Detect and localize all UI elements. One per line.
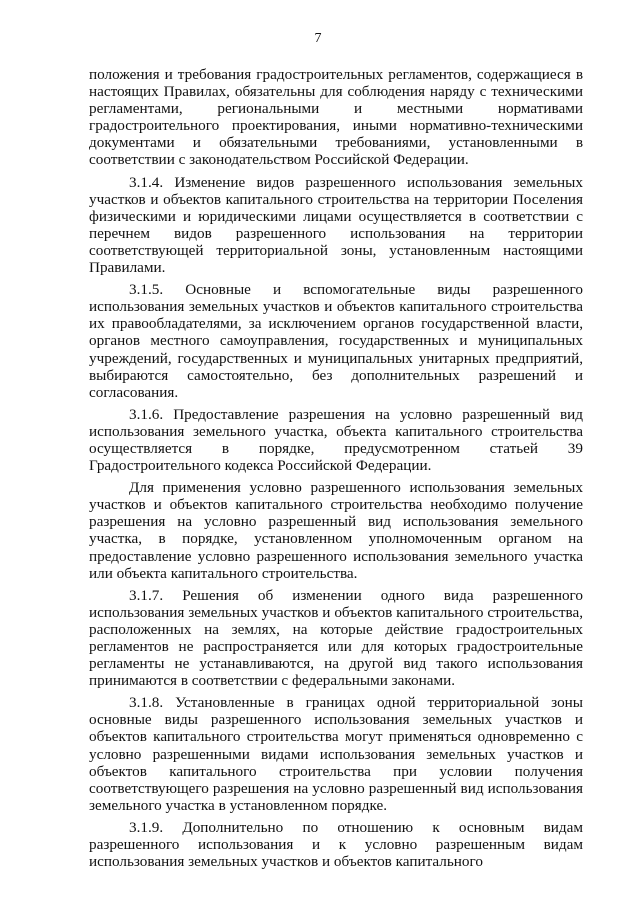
paragraph-3-1-6: 3.1.6. Предоставление разрешения на условно разрешенный вид использования земельного участка, объекта капитального строительства осуществляется в порядке, предусмотренном статьей 39 Градостроительного кодекса Российской Федерации.: [89, 405, 583, 475]
paragraph-3-1-9: 3.1.9. Дополнительно по отношению к основным видам разрешенного использования и к условно разрешенным видам использования земельных участков и объектов капитального: [89, 818, 583, 871]
paragraph-3-1-5: 3.1.5. Основные и вспомогательные виды разрешенного использования земельных участков и объектов капитального строительства их правообладателями, за исключением органов государственной власти, органов местного самоуправления, государственных и муниципальных учреждений, государственных и муниципальных унитарных предприятий, выбираются самостоятельно, без дополнительных разрешений и согласования.: [89, 281, 583, 401]
paragraph-continuation: положения и требования градостроительных регламентов, содержащиеся в настоящих Правилах, обязательны для соблюдения наряду с техническими регламентами, региональными и местными нормативами градостроительного проектирования, иными нормативно-техническими документами и обязательными требованиями, установленными в соответствии с законодательством Российской Федерации.: [89, 66, 583, 169]
paragraph-3-1-8: 3.1.8. Установленные в границах одной территориальной зоны основные виды разрешенного использования земельных участков и объектов капитального строительства могут применяться одновременно с условно разрешенными видами использования земельных участков и объектов капитального строительства при условии получения соответствующего разрешения на условно разрешенный вид использования земельного участка в установленном порядке.: [89, 694, 583, 814]
paragraph-3-1-7: 3.1.7. Решения об изменении одного вида разрешенного использования земельных участков и объектов капитального строительства, расположенных на землях, на которые действие градостроительных регламентов не распространяется или для которых градостроительные регламенты не устанавливаются, на другой вид такого использования принимаются в соответствии с федеральными законами.: [89, 586, 583, 690]
document-body: [89, 66, 583, 875]
page-number: 7: [314, 31, 322, 46]
paragraph-conditional-use: Для применения условно разрешенного использования земельных участков и объектов капитального строительства необходимо получение разрешения на условно разрешенный вид использования земельного участка, в порядке, установленном уполномоченным органом на предоставление условно разрешенного использования земельного участка или объекта капитального строительства.: [89, 479, 583, 582]
paragraph-3-1-4: 3.1.4. Изменение видов разрешенного использования земельных участков и объектов капитального строительства на территории Поселения физическими и юридическими лицами осуществляется в соответствии с перечнем видов разрешенного использования на территории соответствующей территориальной зоны, установленным настоящими Правилами.: [89, 173, 583, 277]
